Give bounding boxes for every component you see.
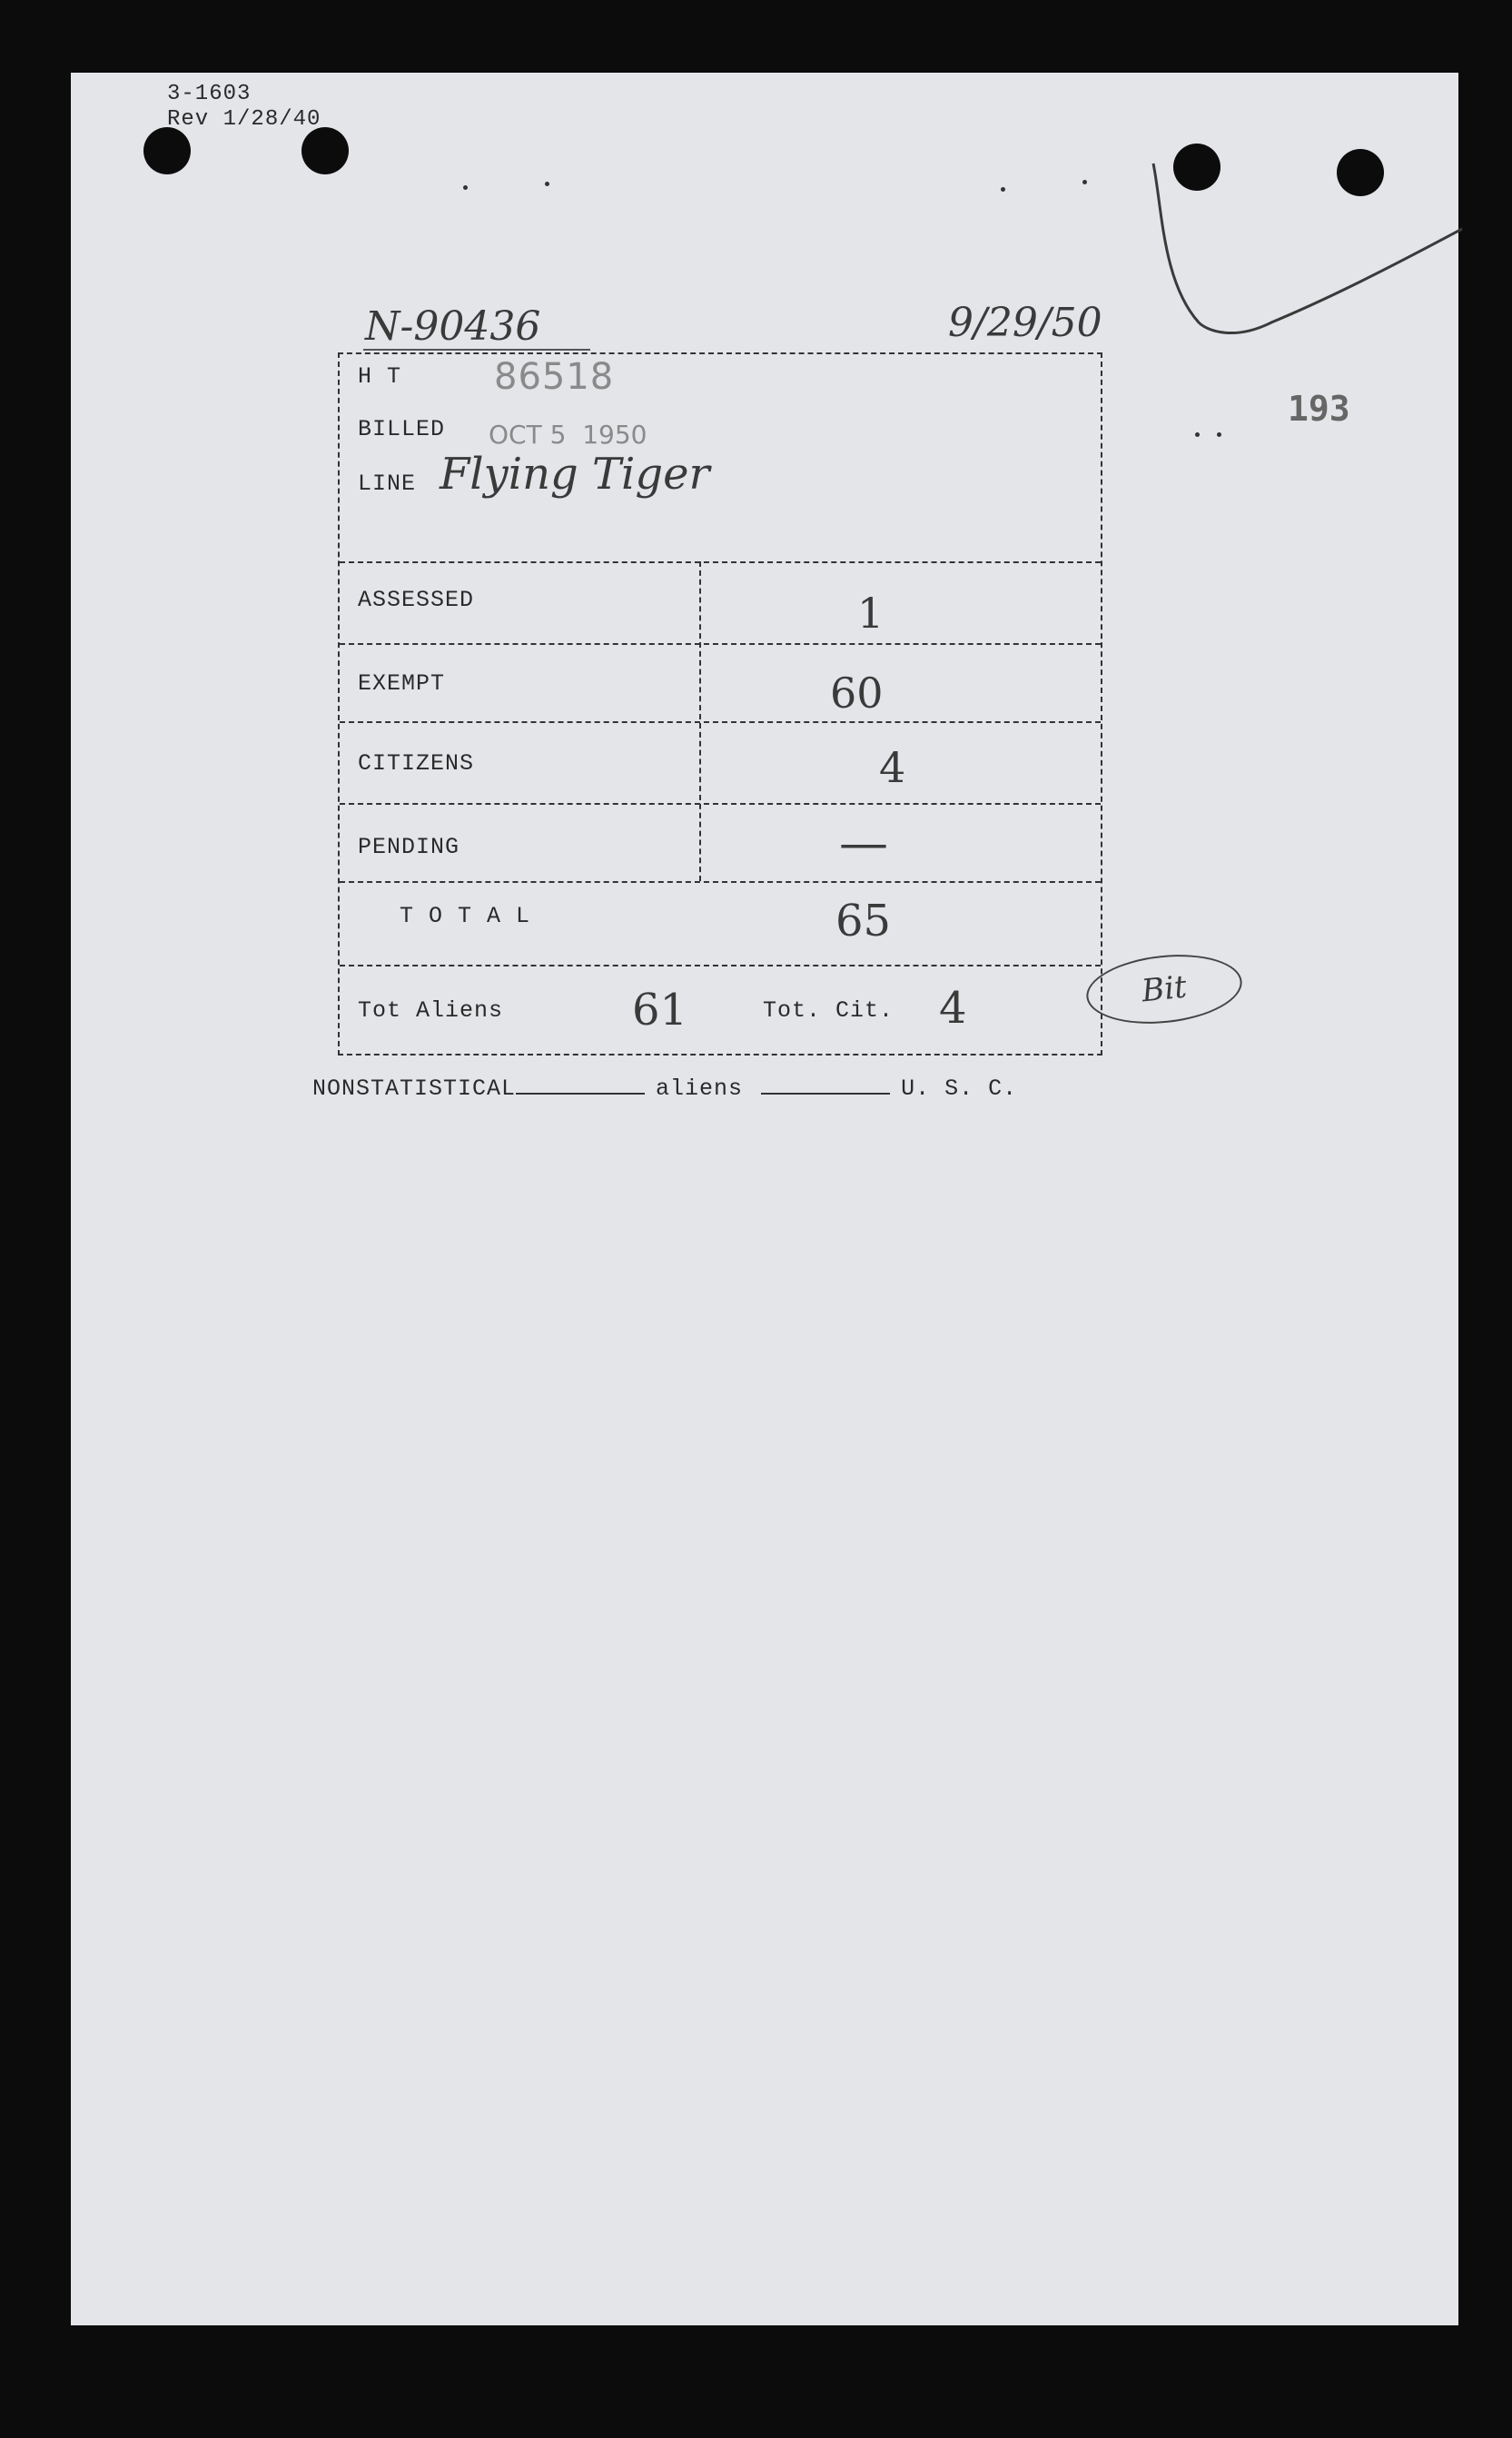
speck <box>463 185 468 190</box>
nonstatistical-line <box>312 1075 1017 1102</box>
speck <box>1001 187 1005 192</box>
ht-label: H T <box>358 363 402 390</box>
divider <box>340 721 1101 723</box>
assessed-label: ASSESSED <box>358 587 475 613</box>
pending-label: PENDING <box>358 834 460 860</box>
total-aliens-value: 61 <box>632 985 688 1036</box>
nonstatistical-label: NONSTATISTICAL <box>312 1075 517 1102</box>
handwritten-date: 9/29/50 <box>948 300 1102 346</box>
aliens-blank <box>516 1093 645 1095</box>
divider <box>340 881 1101 883</box>
speck <box>1195 432 1200 437</box>
total-citizens-label: Tot. Cit. <box>763 997 894 1024</box>
speck <box>1217 432 1221 437</box>
citizens-value: 4 <box>879 743 906 792</box>
stamped-page-number: 193 <box>1288 389 1350 429</box>
usc-label: U. S. C. <box>901 1075 1018 1102</box>
divider <box>340 803 1101 805</box>
handwritten-file-number: N-90436 <box>365 303 541 350</box>
punch-hole <box>143 127 191 174</box>
exempt-label: EXEMPT <box>358 670 446 697</box>
pencil-corner-mark <box>1144 154 1471 345</box>
initials: Bit <box>1140 968 1189 1010</box>
total-label: T O T A L <box>400 903 531 929</box>
billed-label: BILLED <box>358 416 446 442</box>
speck <box>545 182 549 186</box>
file-number-underline <box>363 349 590 351</box>
billed-date-stamp: OCT 5 1950 <box>489 420 647 450</box>
divider <box>340 643 1101 645</box>
assessed-value: 1 <box>857 589 884 638</box>
citizens-label: CITIZENS <box>358 750 475 777</box>
line-label: LINE <box>358 471 417 497</box>
statistics-form <box>338 352 1102 1055</box>
ht-value: 86518 <box>494 356 615 398</box>
total-aliens-label: Tot Aliens <box>358 997 504 1024</box>
punch-hole <box>301 127 349 174</box>
form-number: 3-1603 <box>167 82 252 106</box>
handwritten-line-name: Flying Tiger <box>440 449 710 500</box>
exempt-value: 60 <box>830 669 884 718</box>
usc-blank <box>761 1093 890 1095</box>
speck <box>1082 180 1087 184</box>
total-citizens-value: 4 <box>939 983 967 1034</box>
pending-value: — <box>839 814 888 871</box>
aliens-word: aliens <box>656 1075 744 1102</box>
divider <box>340 561 1101 563</box>
form-revision: Rev 1/28/40 <box>167 107 321 132</box>
total-value: 65 <box>835 896 892 946</box>
divider <box>340 965 1101 966</box>
